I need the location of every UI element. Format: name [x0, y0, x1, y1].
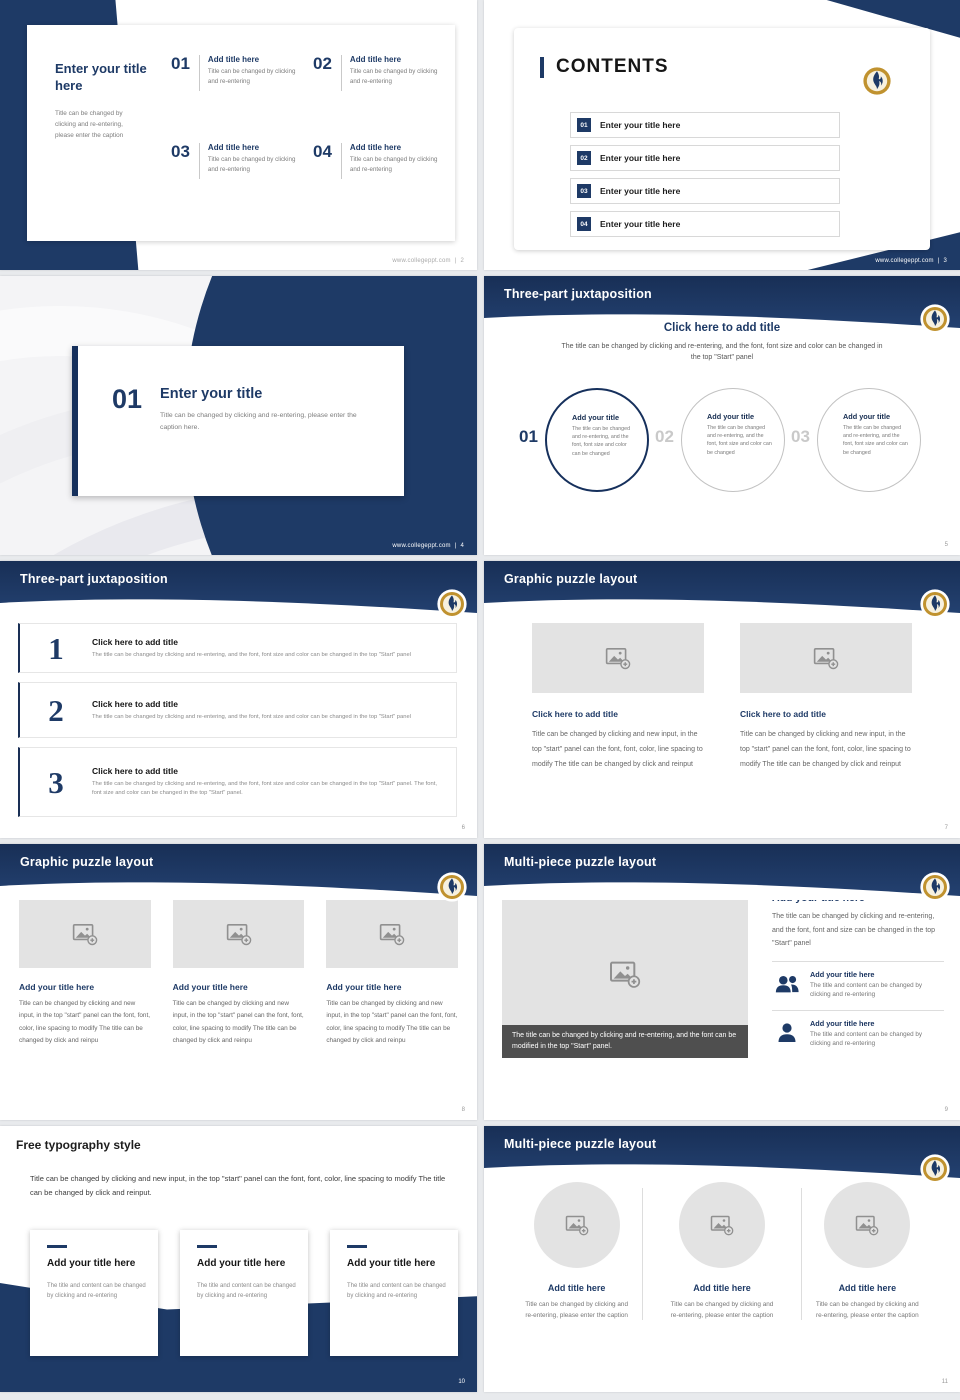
column-title: Click here to add title: [740, 709, 826, 719]
page-number: 11: [941, 1379, 948, 1385]
slide-card: [514, 28, 930, 250]
row-title: Click here to add title: [92, 636, 178, 647]
slide-header-title: Graphic puzzle layout: [504, 572, 638, 586]
item-text: [208, 143, 296, 223]
row-body: The title can be changed by clicking and re-entering, and the font, font size and color can be changed in the top "Start" panel: [92, 651, 411, 658]
row-number-badge: 01: [577, 118, 591, 132]
page-number: 7: [944, 825, 948, 831]
row-body: The title can be changed by clicking and re-entering, and the font, font size and color can be changed in the top "Start" panel: [92, 713, 411, 720]
text-card: [330, 1230, 458, 1356]
row-text: [92, 699, 456, 722]
slide-header-title: Multi-piece puzzle layout: [504, 855, 657, 869]
item-text: [350, 55, 438, 135]
row-number: 1: [48, 630, 64, 666]
row-label: Enter your title here: [600, 219, 681, 229]
row-text: [92, 766, 456, 798]
unit-title: Add your title: [843, 412, 891, 421]
slide-footer: [392, 543, 464, 549]
circle-column: [795, 1182, 940, 1321]
add-image-icon: [855, 1213, 879, 1237]
page-number: 6: [461, 825, 465, 831]
curve-divider: [484, 876, 960, 900]
people-icon: [774, 972, 800, 996]
row-label: Enter your title here: [600, 153, 681, 163]
circle-unit: [655, 388, 785, 492]
image-placeholder[interactable]: [534, 1182, 620, 1268]
row-number: 2: [48, 692, 64, 728]
row-title: Click here to add title: [92, 698, 178, 709]
column-body: Title can be changed by clicking and new input, in the top "start" panel can the font, font, color, line spacing to modify The title can be changed by click and reinput: [532, 731, 703, 769]
contents-row: [570, 145, 840, 171]
section-caption: Title can be changed by clicking and re-entering, please enter the caption here.: [160, 412, 357, 432]
accent-dash: [197, 1245, 217, 1248]
slide-header-band: [484, 1126, 960, 1182]
card-title: Add your title here: [47, 1258, 136, 1269]
row-label: Enter your title here: [600, 120, 681, 130]
university-seal-logo: [437, 872, 467, 902]
content-title: Click here to add title: [663, 322, 781, 334]
slide-thumbnail-multi-piece-circles[interactable]: [484, 1126, 960, 1392]
slide-thumbnail-agenda[interactable]: [0, 0, 477, 270]
column-body: Title can be changed by clicking and new input, in the top "start" panel can the font, font, color, line spacing to modify The title can be changed by click and reinpu: [326, 1000, 458, 1045]
row-title: Click here to add title: [92, 766, 178, 777]
agenda-item: [171, 55, 303, 135]
university-seal-logo: [920, 589, 950, 619]
card-body: The title and content can be changed by clicking and re-entering: [47, 1282, 146, 1299]
footer-page: 2: [460, 258, 464, 264]
item-body: Title can be changed by clicking and re-entering: [349, 156, 438, 173]
slide-header-band: [0, 561, 477, 617]
footer-page: 4: [460, 543, 464, 549]
accent-dash: [347, 1245, 367, 1248]
circle-column: [649, 1182, 794, 1321]
footer-page: 3: [943, 258, 947, 264]
add-image-icon: [710, 1213, 734, 1237]
feature-body: The title and content can be changed by clicking and re-entering: [810, 1030, 923, 1048]
footer-site: www.collegeppt.com: [392, 258, 451, 264]
feature-title: Add your title here: [810, 969, 875, 979]
image-caption-bar: The title can be changed by clicking and re-entering, and the font can be modified in the top "Start" panel.: [502, 1025, 748, 1058]
image-column: [740, 623, 912, 772]
slide-title: Enter your title here: [55, 61, 147, 93]
footer-site: www.collegeppt.com: [392, 543, 451, 549]
add-image-icon: [226, 921, 252, 947]
row-number-badge: 02: [577, 151, 591, 165]
image-placeholder[interactable]: [326, 900, 458, 968]
column-title: Add your title here: [172, 982, 248, 992]
contents-titlebar: [540, 56, 669, 78]
page-number: 9: [944, 1107, 948, 1113]
image-column: [173, 900, 305, 1048]
slide-header-band: [484, 844, 960, 900]
slide-header-band: [0, 844, 477, 900]
column-title: Click here to add title: [532, 709, 618, 719]
unit-circle: [681, 388, 785, 492]
circle-unit: [519, 388, 649, 492]
content-subtitle: The title can be changed by clicking and re-entering, and the font, font size and color can be changed in the top "Start" panel: [561, 343, 883, 361]
divider: [772, 961, 944, 962]
image-columns: [484, 623, 960, 772]
agenda-item: [313, 143, 445, 223]
card-body: The title and content can be changed by clicking and re-entering: [197, 1282, 296, 1299]
unit-body: The title can be changed and re-entering, and the font, font size and color can be changed: [572, 426, 631, 457]
add-image-icon: [379, 921, 405, 947]
footer-separator: |: [454, 543, 457, 549]
item-body: Title can be changed by clicking and re-entering: [207, 68, 296, 85]
accent-bar: [540, 57, 544, 78]
unit-body: The title can be changed and re-entering, and the font, font size and color can be changed: [843, 425, 908, 456]
contents-list: [570, 112, 840, 244]
slide-thumbnail-three-part-list[interactable]: [0, 561, 477, 838]
divider: [199, 55, 200, 91]
image-placeholder[interactable]: [19, 900, 151, 968]
unit-body: The title can be changed and re-entering, and the font, font size and color can be changed: [707, 425, 772, 456]
item-title: Add title here: [207, 55, 260, 64]
section-number: 01: [112, 384, 143, 414]
slide-card: [27, 25, 455, 241]
slide-footer: [392, 258, 464, 264]
slide-caption: Title can be changed by clicking and re-entering, please enter the caption: [55, 109, 124, 139]
divider: [199, 143, 200, 179]
slide-title: Free typography style: [16, 1138, 141, 1152]
feature-text: [810, 970, 944, 1000]
row-number: 3: [48, 764, 64, 800]
slide-thumbnail-multi-piece-image[interactable]: [484, 844, 960, 1120]
item-title: Add title here: [349, 143, 402, 152]
numbered-row: [18, 747, 457, 817]
add-image-icon: [565, 1213, 589, 1237]
footer-separator: |: [454, 258, 457, 264]
item-text: [208, 55, 296, 135]
section-text: [160, 386, 365, 496]
slide-card: [72, 346, 404, 496]
text-card: [30, 1230, 158, 1356]
item-number: 03: [171, 142, 190, 161]
row-label: Enter your title here: [600, 186, 681, 196]
divider: [772, 1010, 944, 1011]
unit-title: Add your title: [707, 412, 755, 421]
panel-body: The title can be changed by clicking and re-entering, and the font, font and size can be changed in the top "Start" panel: [772, 913, 936, 948]
page-number: 8: [461, 1107, 465, 1113]
item-number: 01: [171, 54, 190, 73]
agenda-item: [171, 143, 303, 223]
agenda-item: [313, 55, 445, 135]
item-number: 02: [313, 54, 332, 73]
row-text: [92, 637, 456, 660]
slide-thumbnail-three-part-circles[interactable]: [484, 276, 960, 555]
curve-divider: [484, 593, 960, 617]
footer-site: www.collegeppt.com: [875, 258, 934, 264]
add-image-icon: [609, 958, 641, 990]
slide-thumbnail-section-divider[interactable]: [0, 276, 477, 555]
university-seal-logo: [920, 872, 950, 902]
slide-header-title: Three-part juxtaposition: [20, 572, 168, 586]
row-number-badge: 04: [577, 217, 591, 231]
footer-separator: |: [937, 258, 940, 264]
divider: [341, 55, 342, 91]
circle-unit: [791, 388, 921, 492]
numbered-rows: [18, 623, 457, 826]
feature-text: [810, 1019, 944, 1049]
column-body: Title can be changed by clicking and re-entering, please enter the caption: [815, 1301, 919, 1320]
item-number: 04: [313, 142, 332, 161]
add-image-icon: [72, 921, 98, 947]
numbered-row: [18, 623, 457, 673]
contents-row: [570, 178, 840, 204]
image-placeholder[interactable]: [502, 890, 748, 1058]
slide-thumbnail-contents[interactable]: [484, 0, 960, 270]
slide-thumbnail-graphic-puzzle-2[interactable]: [484, 561, 960, 838]
image-placeholder[interactable]: [532, 623, 704, 693]
title-block: [27, 25, 155, 241]
circle-columns: [484, 1182, 960, 1321]
feature-item: [772, 970, 944, 1000]
person-icon: [774, 1021, 800, 1045]
university-seal-logo: [920, 304, 950, 334]
column-title: Add title here: [693, 1283, 751, 1293]
add-image-icon: [605, 645, 631, 671]
column-body: Title can be changed by clicking and re-entering, please enter the caption: [670, 1301, 774, 1320]
feature-item: [772, 1019, 944, 1049]
unit-number: 02: [655, 427, 674, 446]
row-body: The title can be changed by clicking and re-entering, and the font, font size and color can be changed in the top "Start" panel. The font, font size and color can be changed in the top "Start" panel.: [92, 781, 437, 796]
circle-column: [504, 1182, 649, 1321]
column-title: Add your title here: [19, 982, 95, 992]
agenda-items: [155, 25, 455, 241]
image-column: [19, 900, 151, 1048]
image-placeholder[interactable]: [740, 623, 912, 693]
university-seal-logo: [860, 64, 894, 98]
card-title: Add your title here: [347, 1258, 436, 1269]
unit-number: 01: [519, 427, 538, 446]
column-title: Add title here: [838, 1283, 897, 1293]
slide-header-title: Graphic puzzle layout: [20, 855, 154, 869]
slide-header-title: Three-part juxtaposition: [504, 287, 652, 301]
university-seal-logo: [437, 589, 467, 619]
numbered-row: [18, 682, 457, 738]
circle-units: [484, 388, 960, 492]
section-title: Enter your title: [160, 386, 263, 402]
university-seal-logo: [920, 1154, 950, 1184]
row-number-badge: 03: [577, 184, 591, 198]
card-title: Add your title here: [197, 1258, 286, 1269]
image-columns: [0, 900, 477, 1048]
image-column: [532, 623, 704, 772]
contents-row: [570, 211, 840, 237]
contents-row: [570, 112, 840, 138]
column-body: Title can be changed by clicking and new input, in the top "start" panel can the font, font, color, line spacing to modify The title can be changed by click and reinput: [740, 731, 911, 769]
unit-title: Add your title: [572, 413, 620, 422]
column-body: Title can be changed by clicking and new input, in the top "start" panel can the font, font, color, line spacing to modify The title can be changed by click and reinpu: [172, 1000, 304, 1045]
divider: [341, 143, 342, 179]
item-text: [350, 143, 438, 223]
unit-circle: [545, 388, 649, 492]
slide-body: Title can be changed by clicking and new input, in the top "start" panel can the font, font, color, line spacing to modify The title can be changed by click and reinput.: [30, 1174, 446, 1197]
image-placeholder[interactable]: [679, 1182, 765, 1268]
card-body: The title and content can be changed by clicking and re-entering: [347, 1282, 446, 1299]
image-column: [326, 900, 458, 1048]
text-panel: [772, 892, 944, 1049]
slide-header-title: Multi-piece puzzle layout: [504, 1137, 657, 1151]
accent-dash: [47, 1245, 67, 1248]
column-body: Title can be changed by clicking and new input, in the top "start" panel can the font, font, color, line spacing to modify The title can be changed by click and reinpu: [19, 1000, 151, 1045]
feature-body: The title and content can be changed by clicking and re-entering: [810, 981, 923, 999]
image-placeholder[interactable]: [824, 1182, 910, 1268]
slide-thumbnail-free-typography[interactable]: [0, 1126, 477, 1392]
item-title: Add title here: [349, 55, 402, 64]
column-body: Title can be changed by clicking and re-entering, please enter the caption: [525, 1301, 629, 1320]
item-body: Title can be changed by clicking and re-entering: [207, 156, 296, 173]
slide-header-band: [484, 561, 960, 617]
curve-divider: [0, 593, 477, 617]
curve-divider: [0, 876, 477, 900]
item-body: Title can be changed by clicking and re-entering: [349, 68, 438, 85]
text-card: [180, 1230, 308, 1356]
unit-circle: [817, 388, 921, 492]
contents-title: CONTENTS: [556, 56, 669, 77]
feature-title: Add your title here: [810, 1018, 875, 1028]
image-placeholder[interactable]: [173, 900, 305, 968]
page-number: 5: [944, 542, 948, 548]
add-image-icon: [813, 645, 839, 671]
curve-divider: [484, 1158, 960, 1182]
item-title: Add title here: [207, 143, 260, 152]
page-number: 10: [458, 1379, 465, 1385]
column-title: Add your title here: [326, 982, 402, 992]
slide-thumbnail-graphic-puzzle-3[interactable]: [0, 844, 477, 1120]
card-row: [30, 1230, 458, 1356]
slide-footer: [875, 258, 947, 264]
unit-number: 03: [791, 427, 810, 446]
column-title: Add title here: [547, 1283, 606, 1293]
